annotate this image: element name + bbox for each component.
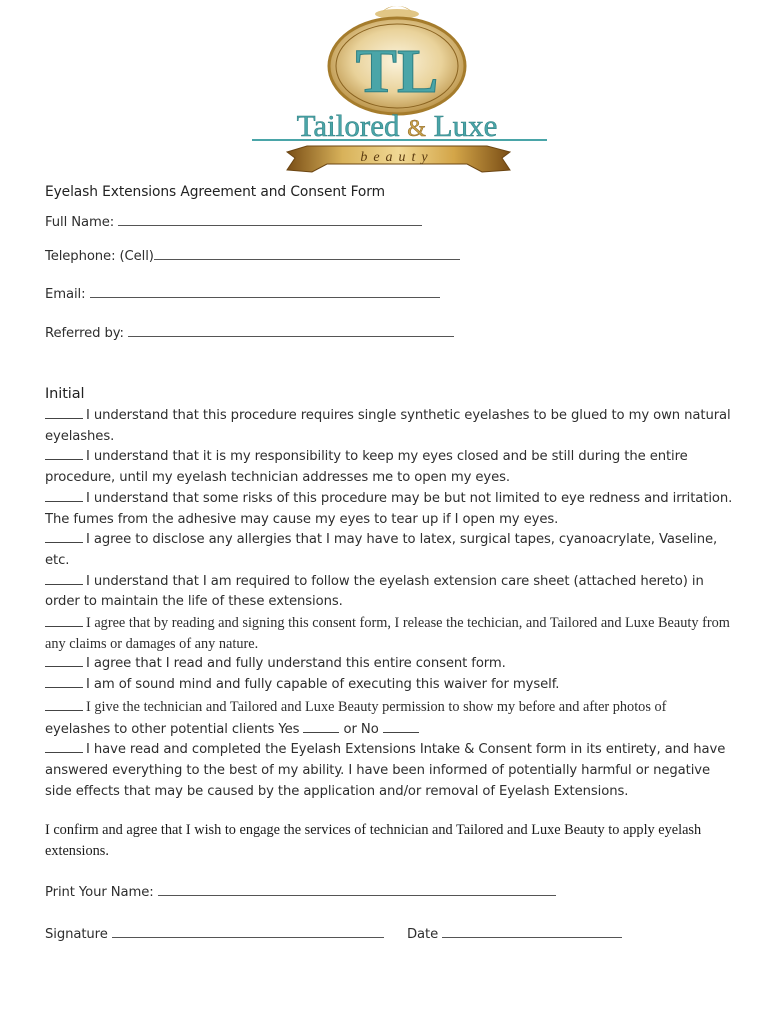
- signature-line[interactable]: [112, 926, 384, 938]
- referred-by-line[interactable]: [128, 325, 454, 337]
- email-line[interactable]: [90, 286, 440, 298]
- brand-name: Tailored & Luxe: [296, 108, 498, 143]
- yes-blank[interactable]: [303, 721, 339, 733]
- initial-blank[interactable]: [45, 676, 83, 688]
- telephone-label: Telephone: (Cell): [45, 249, 154, 264]
- initial-blank[interactable]: [45, 699, 83, 711]
- date-field[interactable]: [407, 926, 622, 942]
- initial-blank[interactable]: [45, 490, 83, 502]
- consent-item: I agree to disclose any allergies that I may have to latex, surgical tapes, cyanoacrylate, Vaseline, etc.: [45, 532, 718, 568]
- telephone-line[interactable]: [154, 248, 460, 260]
- initial-blank[interactable]: [45, 448, 83, 460]
- initial-blank[interactable]: [45, 573, 83, 585]
- initial-heading: Initial: [45, 386, 85, 402]
- email-field[interactable]: [45, 286, 440, 302]
- initial-blank[interactable]: [45, 615, 83, 627]
- confirmation-text: I confirm and agree that I wish to engage the services of technician and Tailored and Luxe Beauty to apply eyelash extensions.: [45, 822, 702, 859]
- consent-item: I am of sound mind and fully capable of executing this waiver for myself.: [45, 675, 735, 696]
- initial-blank[interactable]: [45, 407, 83, 419]
- email-label: Email:: [45, 287, 86, 302]
- date-line[interactable]: [442, 926, 622, 938]
- consent-item: I understand that some risks of this procedure may be but not limited to eye redness and irritation. The fumes from the adhesive may cause my eyes to tear up if I open my eyes.: [45, 490, 733, 527]
- signature-label: Signature: [45, 927, 108, 942]
- consent-item: I have read and completed the Eyelash Extensions Intake & Consent form in its entirety, and have answered everything to the best of my ability. I have been informed of potentially harmful or negative side effects that may be caused by the application and/or removal of Eyelash Extensions.: [45, 742, 726, 799]
- full-name-field[interactable]: [45, 214, 422, 230]
- referred-by-field[interactable]: [45, 325, 454, 341]
- print-name-field[interactable]: [45, 884, 556, 900]
- initial-blank[interactable]: [45, 531, 83, 543]
- print-name-line[interactable]: [158, 884, 556, 896]
- initial-blank[interactable]: [45, 655, 83, 667]
- initial-blank[interactable]: [45, 741, 83, 753]
- date-label: Date: [407, 927, 439, 942]
- tailored-luxe-logo: [232, 0, 562, 180]
- consent-item: I understand that I am required to follow the eyelash extension care sheet (attached hereto) in order to maintain the life of these extensions.: [45, 573, 704, 610]
- consent-item: I agree that by reading and signing this consent form, I release the techician, and Tailored and Luxe Beauty from any claims or damages of any nature.: [45, 615, 730, 652]
- signature-field[interactable]: [45, 926, 384, 942]
- monogram: TL: [355, 38, 439, 106]
- full-name-line[interactable]: [118, 214, 422, 226]
- consent-item: I understand that it is my responsibility to keep my eyes closed and be still during the entire procedure, until my eyelash technician addresses me to open my eyes.: [45, 449, 688, 486]
- telephone-field[interactable]: [45, 248, 460, 264]
- consent-item: I understand that this procedure requires single synthetic eyelashes to be glued to my own natural eyelashes.: [45, 408, 731, 444]
- photo-consent-item: I give the technician and Tailored and Luxe Beauty permission to show my before and after photos of eyelashes to other potential clients Yes or No: [45, 698, 667, 737]
- full-name-label: Full Name:: [45, 215, 115, 230]
- print-name-label: Print Your Name:: [45, 885, 154, 900]
- no-blank[interactable]: [383, 721, 419, 733]
- ribbon-text: beauty: [360, 150, 434, 165]
- consent-items: [45, 406, 735, 802]
- referred-by-label: Referred by:: [45, 326, 124, 341]
- consent-item: I agree that I read and fully understand this entire consent form.: [45, 654, 735, 675]
- form-title: Eyelash Extensions Agreement and Consent Form: [45, 184, 385, 200]
